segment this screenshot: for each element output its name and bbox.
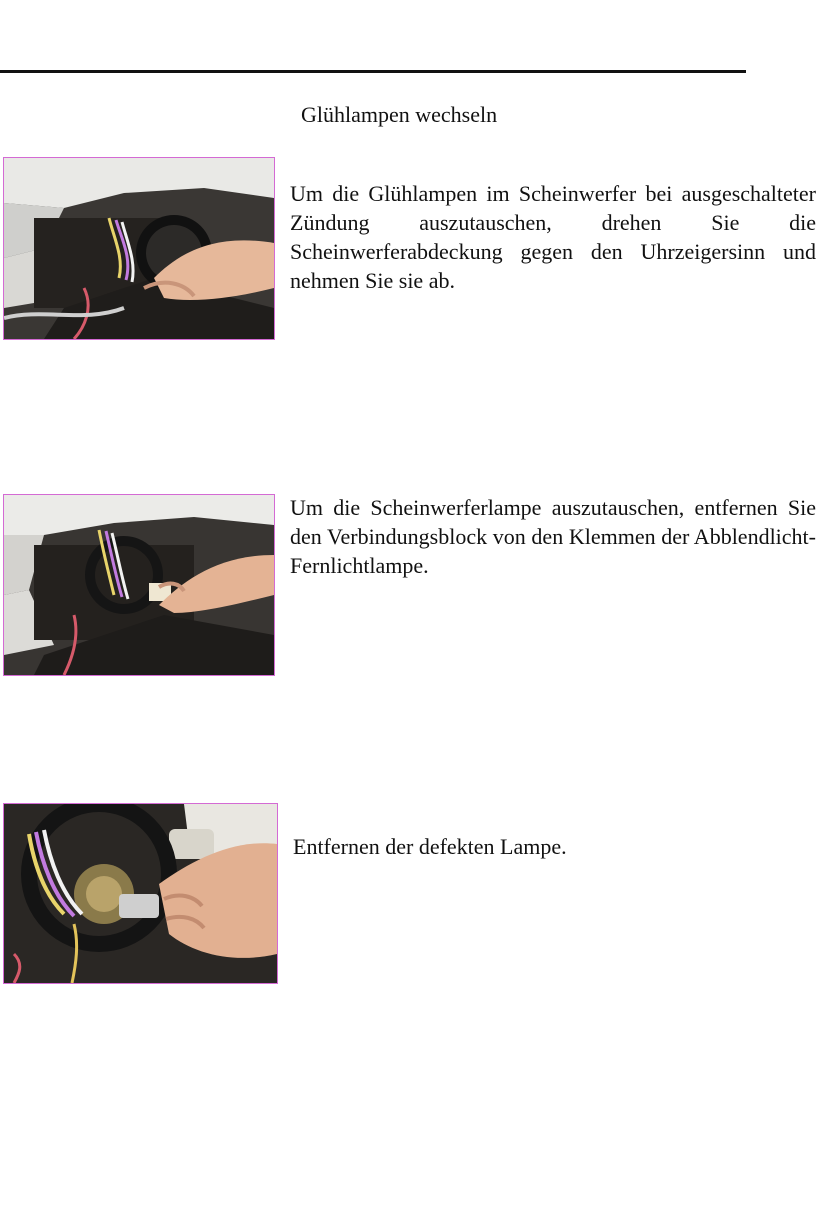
page-title: Glühlampen wechseln	[301, 102, 498, 127]
step-3-text: Entfernen der defekten Lampe.	[293, 834, 567, 859]
step-2-photo	[3, 494, 275, 676]
step-1-text: Um die Glühlampen im Scheinwerfer bei ausgeschalteter Zündung auszutauschen, drehen Sie die Scheinwerferabdeckung gegen den Uhrzeigersinn und nehmen Sie sie ab.	[290, 181, 816, 293]
step-1-photo	[3, 157, 275, 340]
header-rule	[0, 70, 746, 73]
step-2-text: Um die Scheinwerferlampe auszutauschen, entfernen Sie den Verbindungsblock von den Klemmen der Abblendlicht-Fernlichtlampe.	[290, 495, 816, 578]
step-3-photo	[3, 803, 278, 984]
